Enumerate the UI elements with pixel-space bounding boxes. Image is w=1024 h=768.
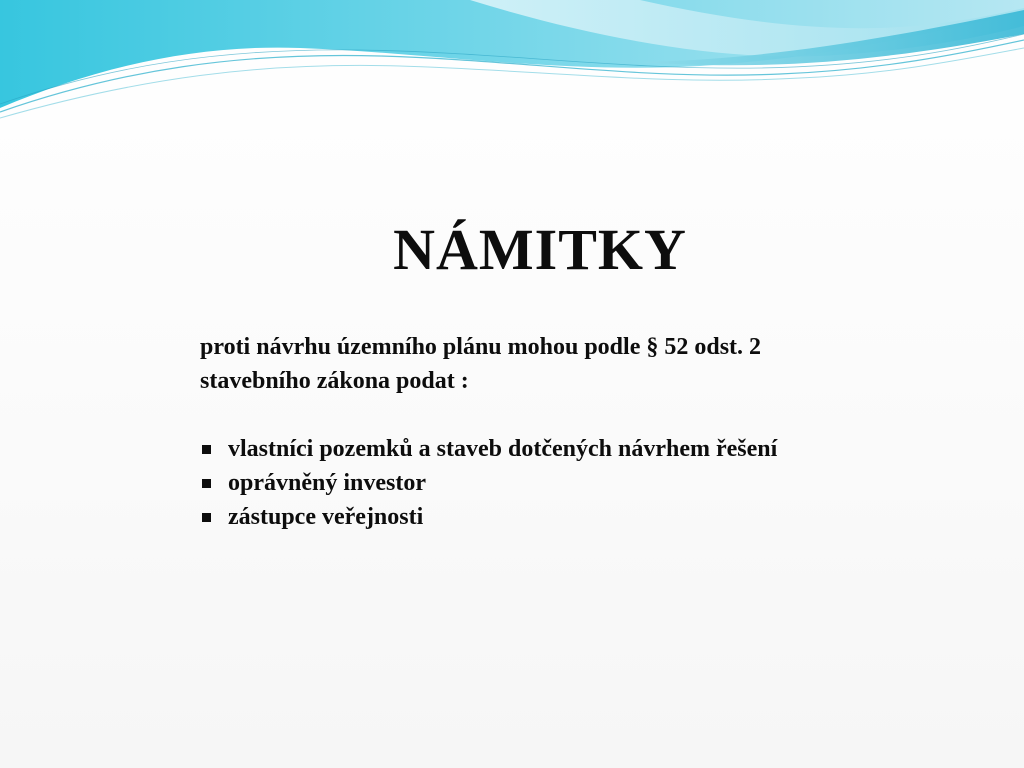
square-bullet-icon [202,445,211,454]
intro-line-1: proti návrhu územního plánu mohou podle § 52 odst. 2 [200,334,762,360]
square-bullet-icon [202,479,211,488]
wave-decoration-header [0,0,1024,130]
bullet-list [200,432,920,534]
list-item-text: zástupce veřejnosti [228,504,424,530]
list-item [200,500,920,534]
intro-paragraph [200,330,920,398]
intro-line-2: stavebního zákona podat : [200,368,469,394]
list-item-text: vlastníci pozemků a staveb dotčených návrhem řešení [228,436,778,462]
list-item [200,432,920,466]
list-item [200,466,920,500]
slide-body [200,330,920,534]
square-bullet-icon [202,513,211,522]
list-item-text: oprávněný investor [228,470,426,496]
slide-title: NÁMITKY [393,217,687,282]
